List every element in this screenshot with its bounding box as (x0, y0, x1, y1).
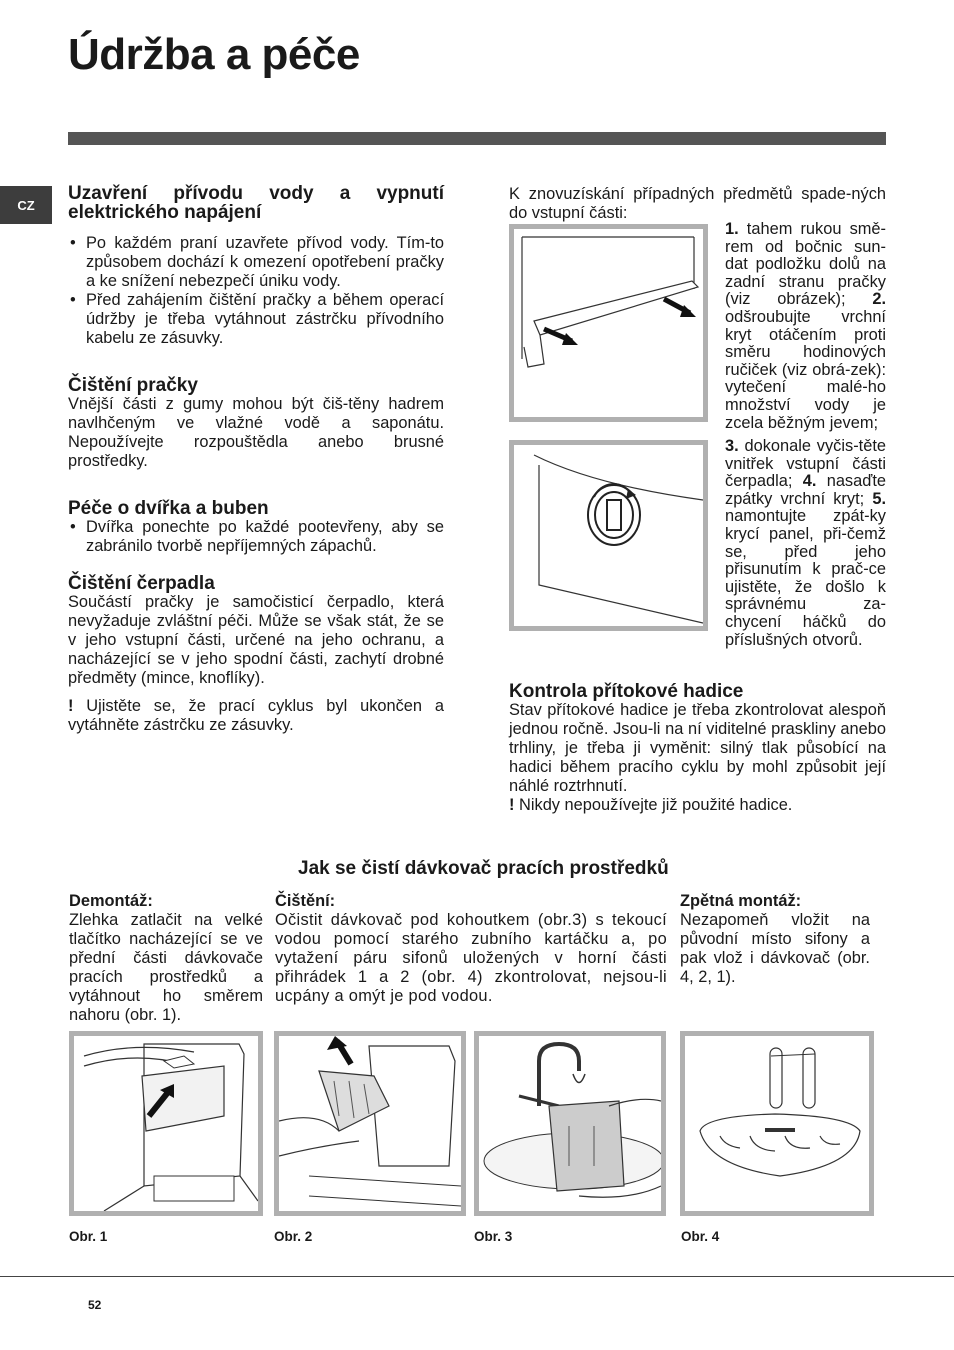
list-item: • Před zahájením čištění pračky a během operací údržby je třeba vytáhnout zástrčku přívodního kabelu ze zásuvky. (68, 291, 444, 348)
section-heading-pump: Čištění čerpadla (68, 573, 215, 594)
step-text: namontujte zpát-ky krycí panel, při-čemž se, před jeho přisunutím k prač-ce ujistěte, že došlo k správnému za-chycení háčků do příslušných otvorů. (725, 507, 886, 649)
step-item (725, 290, 886, 431)
figure-caption: Obr. 2 (274, 1229, 313, 1244)
figure-2 (274, 1031, 466, 1216)
section-heading-hose: Kontrola přítokové hadice (509, 681, 744, 702)
pump-figure-1 (509, 224, 708, 422)
list-item: • Dvířka ponechte po každé pootevřeny, aby se zabránilo tvorbě nepříjemných zápachů. (68, 518, 444, 556)
section-heading-door: Péče o dvířka a buben (68, 498, 269, 519)
warning-mark: ! (68, 697, 74, 715)
left-column (68, 184, 444, 735)
footer-rule (0, 1276, 954, 1277)
cleaning-text: Vnější části z gumy mohou být čiš-těny hadrem navlhčeným ve vlažné vodě a saponátu. Nepoužívejte rozpouštědla anebo brusné prostředky. (68, 395, 444, 470)
pump-panel-illustration (514, 229, 703, 417)
pump-steps-a (725, 221, 886, 432)
dispenser-reassembly (680, 892, 870, 987)
removal-heading: Demontáž: (69, 892, 153, 910)
hose-warning (509, 796, 886, 815)
step-number: 2. (872, 290, 886, 309)
step-item (725, 220, 886, 308)
pump-text: Součástí pračky je samočisticí čerpadlo, která nevyžaduje zvláštní péči. Může se však stát, že se v jeho vstupní části, určené na jeho ochranu, a nacházející se v jeho spodní části, zachytí drobné předměty (mince, knoflíky). (68, 593, 444, 687)
dispenser-lift-illustration (279, 1036, 461, 1211)
hose-section (509, 682, 886, 815)
door-list (68, 518, 444, 556)
dispenser-wash-illustration (479, 1036, 661, 1211)
figure-1 (69, 1031, 263, 1216)
dispenser-removal-illustration (74, 1036, 258, 1211)
step-text: dokonale vyčis-těte vnitřek vstupní části čerpadla; (725, 437, 886, 491)
reassembly-text: Nezapomeň vložit na původní místo sifony a pak vlož i dávkovač (obr. 4, 2, 1). (680, 911, 870, 986)
title-rule (68, 132, 886, 145)
step-number: 4. (802, 472, 817, 491)
figure-3 (474, 1031, 666, 1216)
step-number: 3. (725, 437, 739, 455)
pump-steps-b (725, 438, 886, 649)
warning-text: Nikdy nepoužívejte již použité hadice. (514, 796, 793, 814)
pump-warning (68, 697, 444, 735)
page-title: Údržba a péče (68, 30, 360, 79)
warning-mark: ! (509, 796, 515, 814)
dispenser-cleaning (275, 892, 667, 1006)
dispenser-siphons-illustration (685, 1036, 869, 1211)
pump-figure-2 (509, 440, 708, 631)
section-heading-water: Uzavření přívodu vody a vypnutí elektrického napájení (68, 183, 444, 223)
language-tab: CZ (0, 186, 52, 224)
step-item (725, 490, 886, 649)
step-number: 1. (725, 220, 739, 238)
pump-intro: K znovuzískání případných předmětů spade-ných do vstupní části: (509, 185, 886, 222)
dispenser-heading: Jak se čistí dávkovač pracích prostředků (298, 858, 669, 879)
pump-cap-illustration (514, 445, 703, 626)
cleaning-heading: Čištění: (275, 892, 336, 910)
water-list (68, 234, 444, 348)
reassembly-heading: Zpětná montáž: (680, 892, 802, 910)
step-text: tahem rukou smě-rem od bočnic sun-dat podložku dolů na zadní stranu pračky (viz obrázek); (725, 220, 886, 309)
dispenser-removal (69, 892, 263, 1025)
dispenser-cleaning-text: Očistit dávkovač pod kohoutkem (obr.3) s tekoucí vodou pomocí starého zubního kartáčku a, po vytažení páru sifonů uložených v horní části přihrádek 1 a 2 (obr. 4) zkontrolovat, nejsou-li ucpány a omýt je pod vodou. (275, 911, 667, 1005)
figure-caption: Obr. 1 (69, 1229, 108, 1244)
step-text: odšroubujte vrchní kryt otáčením proti směru hodinových ručiček (viz obrá-zek): vytečení malé-ho množství vody je zcela běžným jevem; (725, 307, 886, 432)
figure-caption: Obr. 4 (681, 1229, 720, 1244)
section-heading-cleaning: Čištění pračky (68, 375, 198, 396)
step-text: nasaďte zpátky vrchní kryt; (725, 472, 886, 508)
page-number: 52 (88, 1298, 102, 1312)
removal-text: Zlehka zatlačit na velké tlačítko nacházející se ve přední části dávkovače pracích prostředků a vytáhnout ho směrem nahoru (obr. 1). (69, 911, 263, 1024)
figure-4 (680, 1031, 874, 1216)
step-number: 5. (872, 489, 886, 508)
figure-caption: Obr. 3 (474, 1229, 513, 1244)
list-item: • Po každém praní uzavřete přívod vody. Tím-to způsobem dochází k omezení opotřebení pračky a ke snížení nebezpečí úniku vody. (68, 234, 444, 291)
hose-text: Stav přítokové hadice je třeba zkontrolovat alespoň jednou ročně. Jsou-li na ní viditelné praskliny anebo trhliny, je třeba ji vyměnit: silný tlak působící na hadici během pracího cyklu by mohl způsobit její náhlé roztrhnutí. (509, 701, 886, 795)
warning-text: Ujistěte se, že prací cyklus byl ukončen a vytáhněte zástrčku ze zásuvky. (68, 697, 444, 734)
